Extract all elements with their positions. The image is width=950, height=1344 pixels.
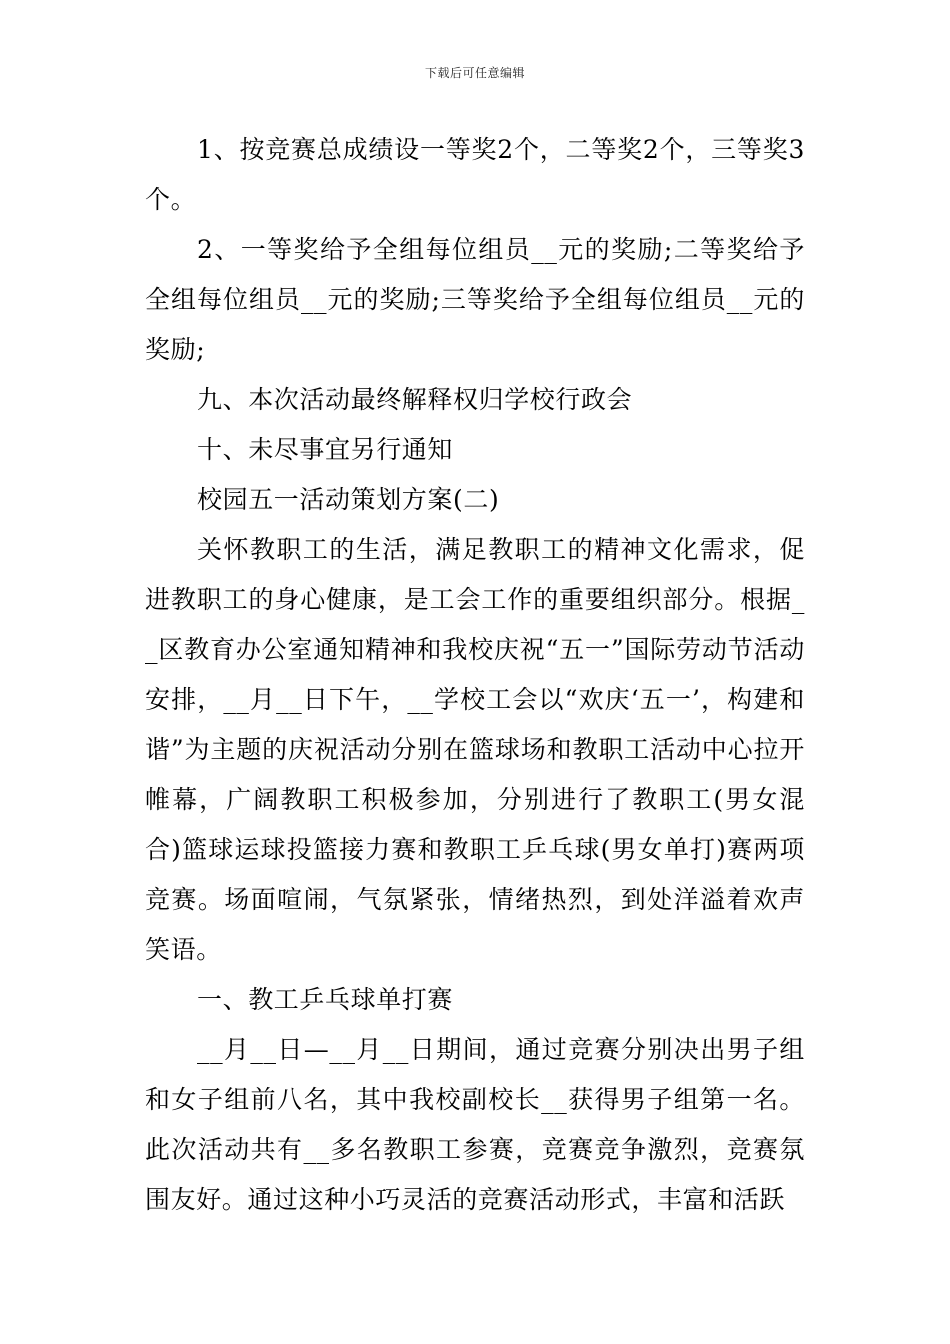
paragraph-award-amounts: 2、一等奖给予全组每位组员__元的奖励;二等奖给予全组每位组员__元的奖励;三等奖给予全组每位组员__元的奖励; <box>145 235 805 364</box>
document-body <box>145 125 805 1225</box>
paragraph-award-setup: 1、按竞赛总成绩设一等奖2个，二等奖2个，三等奖3个。 <box>145 135 805 214</box>
subheading-table-tennis: 一、教工乒乓球单打赛 <box>197 985 454 1014</box>
paragraph-section-nine: 九、本次活动最终解释权归学校行政会 <box>197 385 633 414</box>
paragraph-table-tennis: __月__日—__月__日期间，通过竞赛分别决出男子组和女子组前八名，其中我校副校长__获得男子组第一名。此次活动共有__多名教职工参赛，竞赛竞争激烈，竞赛氛围友好。通过这种小巧灵活的竞赛活动形式，丰富和活跃 <box>145 1035 805 1214</box>
page-header-note: 下载后可任意编辑 <box>424 66 525 80</box>
paragraph-intro: 关怀教职工的生活，满足教职工的精神文化需求，促进教职工的身心健康，是工会工作的重要组织部分。根据__区教育办公室通知精神和我校庆祝“五一”国际劳动节活动安排，__月__日下午，__学校工会以“欢庆‘五一’，构建和谐”为主题的庆祝活动分别在篮球场和教职工活动中心拉开帷幕，广阔教职工积极参加，分别进行了教职工(男女混合)篮球运球投篮接力赛和教职工乒乓球(男女单打)赛两项竞赛。场面喧闹，气氛紧张，情绪热烈，到处洋溢着欢声笑语。 <box>145 535 805 964</box>
paragraph-section-ten: 十、未尽事宜另行通知 <box>197 435 454 464</box>
section-title-plan-two: 校园五一活动策划方案(二) <box>197 485 500 514</box>
